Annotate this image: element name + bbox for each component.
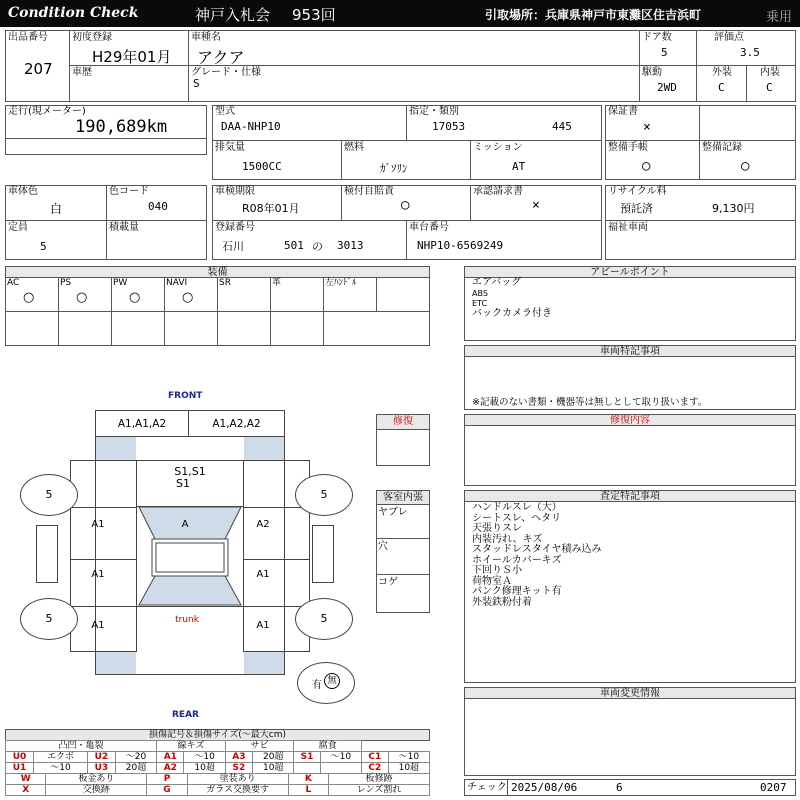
capacity: 5 [40,240,47,253]
cabin-item: 穴 [378,541,388,552]
appeal-item: ETC [472,299,488,308]
doors: 5 [661,46,668,59]
legend-code: X [6,785,46,796]
appeal-item: バックカメラ付き [472,308,552,319]
assessment-item: ハンドルスレ（大） [472,502,562,513]
legend-code: U2 [87,752,115,763]
body-color-label: 車体色 [8,186,38,197]
inspection: R08年01月 [242,202,300,215]
left-rear-marks: A1 [91,620,105,631]
reg-no-kana: の [312,240,323,253]
exterior-label: 外装 [712,67,732,78]
repair-short-label: 修復 [376,414,430,430]
legend-desc: 〜10 [320,752,361,763]
exterior: C [718,81,725,94]
windshield-marks: A [181,519,189,530]
legend-code: U0 [6,752,34,763]
reg-no-number: 3013 [337,239,364,252]
manual: ○ [642,158,651,174]
transmission-label: ミッション [473,142,523,153]
model-label: 型式 [215,106,235,117]
front-label: FRONT [168,391,203,401]
approval: × [532,198,540,213]
legend-group: 腐食 [294,741,362,752]
cabin-item: コゲ [378,577,398,588]
legend-code: L [288,785,328,796]
assessment-item: スタッドレスタイヤ積み込み [472,544,602,555]
recycle-label: リサイクル料 [608,186,667,197]
legend-code: C2 [361,763,388,774]
appeal-item: エアバッグ [472,277,522,288]
recycle-status: 預託済 [620,202,653,215]
equipment-label: PS [60,278,72,288]
displacement-label: 排気量 [215,142,245,153]
legend-desc: 〜20 [115,752,156,763]
equipment-label: SR [219,278,231,288]
approval-label: 承認請求書 [473,186,523,197]
legend-code: S1 [294,752,320,763]
assessment-item: 内装汚れ、キズ [472,533,543,545]
spare-value: 無 [324,673,340,689]
assessment-item: 荷物室Ａ [472,575,512,587]
drive: 2WD [657,81,677,94]
left-rear-door-marks: A1 [91,569,105,580]
assessment-item: パンク修理キット有 [472,586,562,597]
check-label: チェック [467,782,507,793]
lot-session: 953回 [292,6,336,24]
pickup-location: 引取場所：兵庫県神戸市東灘区住吉浜町 [485,8,702,22]
first-reg-label: 初度登録 [72,32,112,43]
legend-code: W [6,774,46,785]
car-name-label: 車種名 [191,32,221,43]
legend-desc: 交換跡 [46,785,147,796]
interior-label: 内装 [760,67,780,78]
mileage: 190,689km [75,117,168,137]
legend-code: U3 [87,763,115,774]
appeal-header: アピールポイント [464,266,796,278]
welfare-label: 福祉車両 [608,222,648,233]
wheel-front-left: 5 [20,474,78,516]
records: ○ [741,158,750,174]
equipment-label: AC [7,278,20,288]
lot-number-label: 出品番号 [8,32,48,43]
lot-number: 207 [24,60,53,78]
auction-name: 神戸入札会 [195,6,271,24]
load-label: 積載量 [109,222,139,233]
check-num: 6 [616,781,623,794]
drive-label: 駆動 [642,67,662,78]
cabin-item: ヤブレ [378,507,408,518]
equipment-label: NAVI [166,278,188,288]
assessment-item: シートスレ、ヘタリ [472,512,562,524]
manual-label: 整備手帳 [608,142,648,153]
insurance-label: 検付自賠責 [344,186,394,197]
score-label: 評価点 [714,32,744,43]
legend-desc: 10超 [253,763,294,774]
legend-code: A2 [157,763,184,774]
legend-code: S2 [225,763,252,774]
warranty-label: 保証書 [608,106,638,117]
legend-code: P [147,774,187,785]
legend-desc: 塗装あり [187,774,288,785]
legend-desc: 板金あり [46,774,147,785]
legend-code: G [147,785,187,796]
assessment-item: ホイールカバーキズ [472,554,562,566]
records-label: 整備記録 [702,142,742,153]
reg-no-label: 登録番号 [215,222,255,233]
first-reg: H29年01月 [92,48,172,66]
car-name: アクア [197,48,245,67]
cabin-title: 客室内張 [376,490,430,505]
equipment-label: 革 [272,278,282,288]
rear-label: REAR [172,710,199,720]
front-left-marks: A1,A1,A2 [117,418,167,430]
car-name-box [188,30,640,66]
legend-code: A1 [157,752,184,763]
hood-marks: S1,S1 [174,465,206,478]
repair-header: 修復内容 [464,414,796,426]
interior: C [766,81,773,94]
legend-desc: 20超 [253,752,294,763]
change-info-header: 車両変更情報 [464,687,796,699]
check-code: 0207 [760,781,787,794]
legend-desc: 〜10 [388,752,429,763]
chassis-label: 車台番号 [409,222,449,233]
legend-desc: 〜10 [184,752,225,763]
assessment-item: 下回りＳ小 [472,565,522,576]
front-right-marks: A1,A2,A2 [212,418,261,430]
transmission: AT [512,160,526,173]
assessment-item: 外装鉄粉付着 [472,596,532,608]
chassis: NHP10-6569249 [417,239,504,252]
left-mirror [36,525,58,583]
wheel-front-right: 5 [295,474,353,516]
legend-code: U1 [6,763,34,774]
assessment-item: 天張りスレ [472,523,522,534]
equipment-label: 左ﾊﾝﾄﾞﾙ [325,278,357,288]
right-front-door-marks: A2 [256,519,270,530]
legend-code: C1 [361,752,388,763]
doors-label: ドア数 [642,32,672,43]
legend-desc: レンズ割れ [329,785,430,796]
grade: S [193,77,200,90]
legend-desc: 板修跡 [329,774,430,785]
right-rear-marks: A1 [256,620,270,631]
vehicle-class: 乗用 [766,10,793,25]
header-bar [0,0,800,27]
designation-label: 指定・類別 [409,106,459,117]
fuel: ｶﾞｿﾘﾝ [380,162,408,175]
body-color: 白 [50,202,63,216]
header-left-title: Condition Check [8,5,139,21]
equipment-value: ○ [182,290,194,305]
legend-desc: エクボ [34,752,88,763]
left-front-door-marks: A1 [91,519,105,530]
spare-prefix: 有 [312,680,322,691]
displacement: 1500CC [242,160,282,173]
wheel-rear-right: 5 [295,598,353,640]
category: 445 [552,120,572,133]
warranty: × [643,120,651,135]
legend-group: 線キズ [157,741,226,752]
change-info-box [464,698,796,776]
color-code-label: 色コード [109,186,149,197]
legend-table-2 [5,773,430,796]
legend-desc: 20超 [115,763,156,774]
hood-marks-2: S1 [176,477,190,490]
repair-box [464,425,796,486]
reg-no-class: 501 [284,239,304,252]
legend-desc: 10超 [388,763,429,774]
inspection-label: 車検期限 [215,186,255,197]
equipment-label: PW [113,278,128,288]
model: DAA-NHP10 [221,120,281,133]
trunk-label: trunk [175,615,199,625]
equipment-header: 装備 [5,266,430,278]
fuel-label: 燃料 [344,142,364,153]
legend-desc: ガラス交換要す [187,785,288,796]
score: 3.5 [740,46,760,59]
legend-code: A3 [225,752,252,763]
legend-group: 凸凹・亀裂 [6,741,157,752]
wheel-rear-left: 5 [20,598,78,640]
check-date: 2025/08/06 [511,781,578,794]
special-note: ※記載のない書類・機器等は無しとして取り扱います。 [472,397,708,408]
grade-label: グレード・仕様 [191,67,261,78]
legend-code: K [288,774,328,785]
equipment-value: ○ [23,290,35,305]
right-mirror [312,525,334,583]
history-label: 車歴 [72,67,92,78]
designation: 17053 [432,120,466,133]
right-rear-door-marks: A1 [256,569,270,580]
recycle-fee: 9,130円 [712,202,755,215]
legend-desc: 10超 [184,763,225,774]
legend-header: 損傷記号＆損傷サイズ(〜最大cm) [5,729,430,741]
assessment-header: 査定特記事項 [464,490,796,502]
equipment-value: ○ [129,290,141,305]
legend-table [5,740,430,774]
special-header: 車両特記事項 [464,345,796,357]
legend-group: サビ [225,741,294,752]
color-code: 040 [148,200,168,213]
capacity-label: 定員 [8,222,28,233]
insurance: ○ [401,197,410,213]
legend-desc: 〜10 [34,763,88,774]
equipment-value: ○ [76,290,88,305]
appeal-item: ABS [472,289,488,298]
reg-no-area: 石川 [222,240,244,253]
mileage-label: 走行(現メーター) [8,106,86,117]
